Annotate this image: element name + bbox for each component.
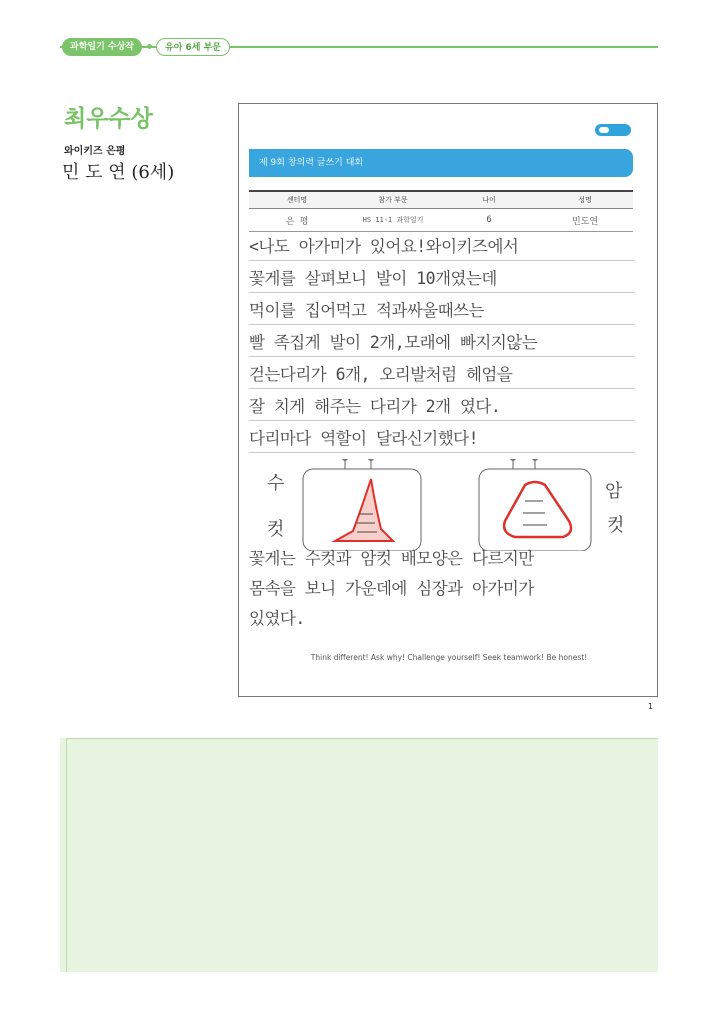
handwriting-line: 있였다. bbox=[249, 609, 305, 628]
drawing-label-female: 암 bbox=[605, 481, 623, 502]
crab-drawing bbox=[253, 459, 641, 551]
drawing-label-female: 컷 bbox=[607, 515, 625, 536]
table-header: 나이 bbox=[441, 191, 537, 209]
kids-logo-icon bbox=[595, 124, 631, 136]
handwriting-line: 빨 족집게 발이 2개,모래에 빠지지않는 bbox=[249, 325, 635, 357]
handwriting-line: 꽃게는 수컷과 암컷 배모양은 다르지만 bbox=[249, 549, 534, 568]
table-cell: 은 평 bbox=[249, 209, 345, 232]
handwriting-line: <나도 아가미가 있어요!와이키즈에서 bbox=[249, 229, 635, 261]
comment-box bbox=[60, 738, 658, 972]
handwriting-line: 걷는다리가 6개, 오리발처럼 헤엄을 bbox=[249, 357, 635, 389]
entry-info-table bbox=[249, 190, 633, 232]
drawing-label-male: 컷 bbox=[267, 519, 285, 540]
table-cell: HS 11-1 과학일기 bbox=[345, 209, 441, 232]
age-division-label: 유아 6세 부문 bbox=[156, 38, 230, 56]
page-number: 1 bbox=[648, 702, 654, 711]
handwriting-line: 다리마다 역할이 달라신기했다! bbox=[249, 421, 635, 453]
crab-abdomen-sketch bbox=[253, 459, 641, 551]
handwriting-block bbox=[249, 229, 635, 453]
scanned-diary-sheet bbox=[238, 103, 658, 697]
comment-box-border bbox=[66, 738, 658, 739]
student-name: 민 도 연 (6세) bbox=[62, 162, 175, 183]
table-cell: 민도연 bbox=[537, 209, 633, 232]
handwriting-line: 꽃게를 살펴보니 발이 10개였는데 bbox=[249, 261, 635, 293]
handwriting-line: 먹이를 집어먹고 적과싸울때쓰는 bbox=[249, 293, 635, 325]
table-header: 성명 bbox=[537, 191, 633, 209]
table-cell: 6 bbox=[441, 209, 537, 232]
center-name: 와이키즈 은평 bbox=[64, 146, 126, 157]
motto-text: Think different! Ask why! Challenge yourself! Seek teamwork! Be honest! bbox=[310, 653, 588, 662]
handwriting-line: 몸속을 보니 가운데에 심장과 아가미가 bbox=[249, 579, 534, 598]
contest-banner: 제 9회 창의력 글쓰기 대회 bbox=[249, 149, 633, 177]
comment-box-border bbox=[66, 738, 67, 972]
table-header: 참가 부문 bbox=[345, 191, 441, 209]
separator-dot bbox=[147, 44, 152, 49]
handwriting-block-2 bbox=[249, 544, 635, 634]
table-header: 센터명 bbox=[249, 191, 345, 209]
handwriting-line: 잘 치게 해주는 다리가 2개 였다. bbox=[249, 389, 635, 421]
drawing-label-male: 수 bbox=[267, 473, 285, 494]
award-title: 최우수상 bbox=[64, 106, 153, 132]
category-label: 과학일기 수상작 bbox=[62, 38, 142, 56]
